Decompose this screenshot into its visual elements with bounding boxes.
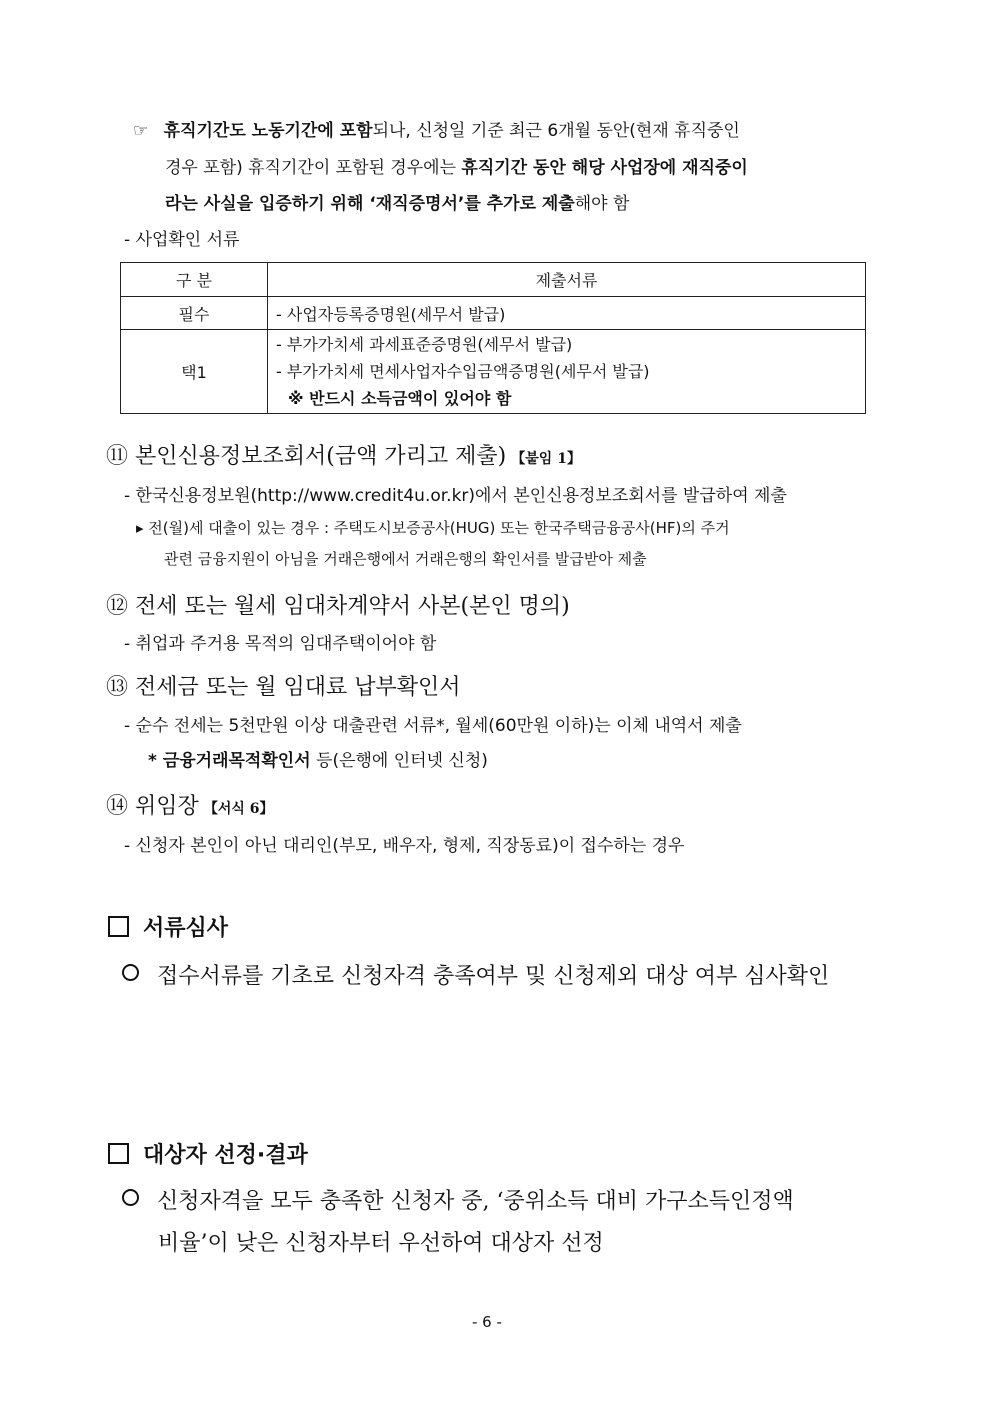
pointing-hand-icon: ☞ <box>133 121 149 141</box>
biz-docs-table <box>120 262 866 414</box>
table-row <box>121 297 866 330</box>
note-text: 경우 포함) 휴직기간이 포함된 경우에는 <box>165 158 462 178</box>
section-selection-bullet-1 <box>122 1184 794 1215</box>
checkbox-square-icon <box>108 916 129 937</box>
note-text: 해야 함 <box>574 194 630 214</box>
note-bold-text: 휴직기간 동안 해당 사업장에 재직중이 <box>461 158 748 178</box>
item-12-heading: ⑫ 전세 또는 월세 임대차계약서 사본(본인 명의) <box>106 594 570 619</box>
section-title: 대상자 선정·결과 <box>143 1143 308 1168</box>
biz-docs-label: - 사업확인 서류 <box>124 230 240 250</box>
item-title: ⑪ 본인신용정보조회서(금액 가리고 제출) <box>106 444 507 469</box>
note-bold-text: 금융거래목적확인서 <box>162 751 311 771</box>
form-tag: 【서식 6】 <box>203 801 274 817</box>
table-cell-doc: - 사업자등록증명원(세무서 발급) <box>268 297 866 330</box>
doc-line: - 부가가치세 과세표준증명원(세무서 발급) <box>276 335 573 354</box>
note-line-3 <box>165 189 629 214</box>
item-13-note <box>148 746 488 771</box>
note-bold-text: 휴직기간도 노동기간에 포함 <box>163 121 373 141</box>
page-number: - 6 - <box>472 1313 502 1331</box>
section-selection-heading <box>108 1138 308 1169</box>
item-14-heading <box>106 789 274 820</box>
table-header-row <box>121 263 866 297</box>
table-row <box>121 330 866 414</box>
item-11-heading <box>106 439 581 470</box>
section-selection-bullet-2: 비율’이 낮은 신청자부터 우선하여 대상자 선정 <box>158 1231 604 1256</box>
circle-bullet-icon <box>122 1189 139 1206</box>
item-11-sub-1: ▸ 전(월)세 대출이 있는 경우 : 주택도시보증공사(HUG) 또는 한국주택금융공사(HF)의 주거 <box>136 519 730 537</box>
item-title: ⑭ 위임장 <box>106 794 199 819</box>
item-13-heading: ⑬ 전세금 또는 월 임대료 납부확인서 <box>106 675 461 700</box>
table-cell-category: 택1 <box>121 330 268 414</box>
note-text: 되나, 신청일 기준 최근 6개월 동안(현재 휴직중인 <box>372 121 740 141</box>
checkbox-square-icon <box>108 1143 129 1164</box>
item-12-line: - 취업과 주거용 목적의 임대주택이어야 함 <box>124 634 437 654</box>
doc-note: ※ 반드시 소득금액이 있어야 함 <box>288 389 512 408</box>
item-14-line: - 신청자 본인이 아닌 대리인(부모, 배우자, 형제, 직장동료)이 접수하는 경우 <box>124 836 685 856</box>
doc-line: - 부가가치세 면세사업자수입금액증명원(세무서 발급) <box>276 362 650 381</box>
note-text: 등(은행에 인터넷 신청) <box>310 751 488 771</box>
attachment-tag: 【붙임 1】 <box>511 451 581 467</box>
section-title: 서류심사 <box>143 916 229 941</box>
item-11-sub-2: 관련 금융지원이 아님을 거래은행에서 거래은행의 확인서를 발급받아 제출 <box>164 550 647 568</box>
circle-bullet-icon <box>122 964 139 981</box>
table-header-cell: 제출서류 <box>268 263 866 297</box>
note-bold-text: 라는 사실을 입증하기 위해 ‘재직증명서’를 추가로 제출 <box>165 194 575 214</box>
note-line-2 <box>165 153 748 178</box>
table-cell-category: 필수 <box>121 297 268 330</box>
table-cell-doc <box>268 330 866 414</box>
item-13-line: - 순수 전세는 5천만원 이상 대출관련 서류*, 월세(60만원 이하)는 이체 내역서 제출 <box>124 716 742 736</box>
section-review-bullet <box>122 959 829 990</box>
bullet-text: 접수서류를 기초로 신청자격 충족여부 및 신청제외 대상 여부 심사확인 <box>157 964 830 989</box>
table-header-cell: 구 분 <box>121 263 268 297</box>
bullet-text: 신청자격을 모두 충족한 신청자 중, ‘중위소득 대비 가구소득인정액 <box>157 1189 794 1214</box>
section-review-heading <box>108 911 228 942</box>
star-mark: * <box>148 751 163 771</box>
item-11-line: - 한국신용정보원(http://www.credit4u.or.kr)에서 본인신용정보조회서를 발급하여 제출 <box>124 486 787 506</box>
note-line-1 <box>133 116 740 141</box>
